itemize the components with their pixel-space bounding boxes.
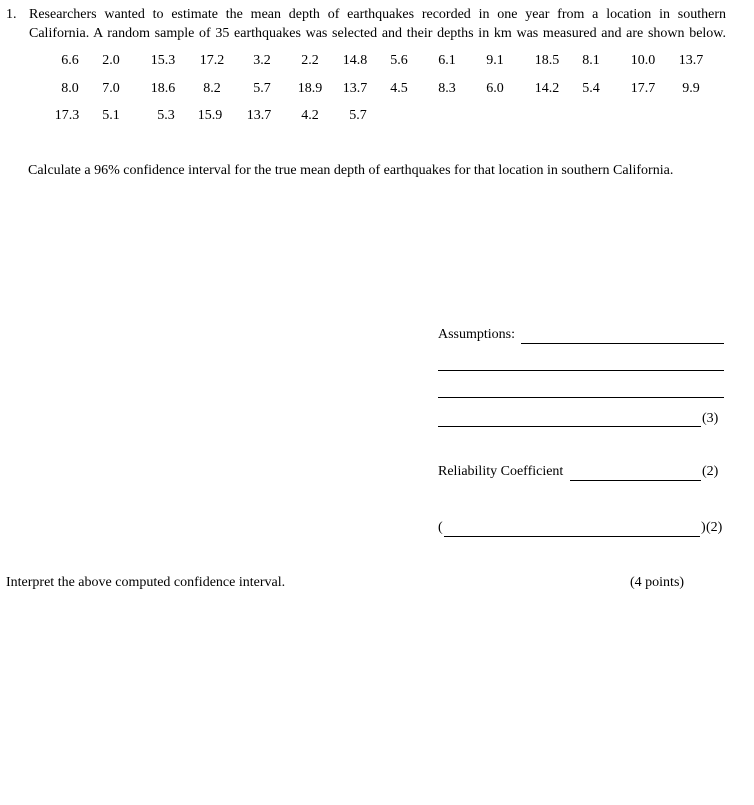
assumptions-line-2[interactable]	[438, 370, 724, 371]
data-cell: 18.9	[297, 81, 323, 96]
question-text-line-2: California. A random sample of 35 earthquakes was selected and their depths in km was measured and are shown below.	[29, 26, 726, 41]
assumptions-line-4[interactable]	[438, 426, 701, 427]
reliability-line[interactable]	[570, 480, 701, 481]
data-cell: 5.6	[390, 53, 408, 68]
assumptions-label: Assumptions:	[438, 327, 516, 342]
interpret-points: (4 points)	[630, 575, 685, 590]
data-cell: 3.2	[253, 53, 271, 68]
reliability-points: (2)	[702, 464, 719, 479]
data-cell: 6.1	[438, 53, 456, 68]
interval-line[interactable]	[444, 536, 700, 537]
data-cell: 9.1	[486, 53, 504, 68]
data-cell: 18.6	[150, 81, 176, 96]
data-cell: 6.0	[486, 81, 504, 96]
data-cell: 2.2	[301, 53, 319, 68]
interpret-label: Interpret the above computed confidence interval.	[6, 575, 286, 590]
data-cell: 14.8	[342, 53, 368, 68]
data-cell: 8.3	[438, 81, 456, 96]
data-cell: 8.2	[203, 81, 221, 96]
data-cell: 5.1	[102, 108, 120, 123]
data-cell: 5.7	[253, 81, 271, 96]
data-cell: 8.0	[61, 81, 79, 96]
question-text-line-1: Researchers wanted to estimate the mean depth of earthquakes recorded in one year from a location in southern	[29, 7, 726, 22]
interval-open-paren: (	[438, 520, 443, 535]
data-cell: 5.7	[349, 108, 367, 123]
reliability-label: Reliability Coefficient	[438, 464, 564, 479]
data-cell: 5.3	[157, 108, 175, 123]
data-cell: 13.7	[678, 53, 704, 68]
data-cell: 15.9	[197, 108, 223, 123]
data-cell: 5.4	[582, 81, 600, 96]
interval-close-paren: )	[701, 520, 706, 535]
data-cell: 2.0	[102, 53, 120, 68]
interval-points: (2)	[706, 520, 723, 535]
data-cell: 4.2	[301, 108, 319, 123]
data-cell: 17.3	[54, 108, 80, 123]
data-cell: 13.7	[342, 81, 368, 96]
data-cell: 6.6	[61, 53, 79, 68]
data-cell: 9.9	[682, 81, 700, 96]
data-cell: 13.7	[246, 108, 272, 123]
data-cell: 7.0	[102, 81, 120, 96]
data-cell: 17.2	[199, 53, 225, 68]
data-cell: 14.2	[534, 81, 560, 96]
data-cell: 8.1	[582, 53, 600, 68]
data-cell: 15.3	[150, 53, 176, 68]
question-number: 1.	[6, 7, 17, 22]
data-cell: 18.5	[534, 53, 560, 68]
prompt-text: Calculate a 96% confidence interval for the true mean depth of earthquakes for that location in southern California.	[28, 163, 674, 178]
data-cell: 4.5	[390, 81, 408, 96]
assumptions-line-1[interactable]	[521, 343, 724, 344]
data-cell: 17.7	[630, 81, 656, 96]
assumptions-points: (3)	[702, 411, 719, 426]
assumptions-line-3[interactable]	[438, 397, 724, 398]
data-cell: 10.0	[630, 53, 656, 68]
